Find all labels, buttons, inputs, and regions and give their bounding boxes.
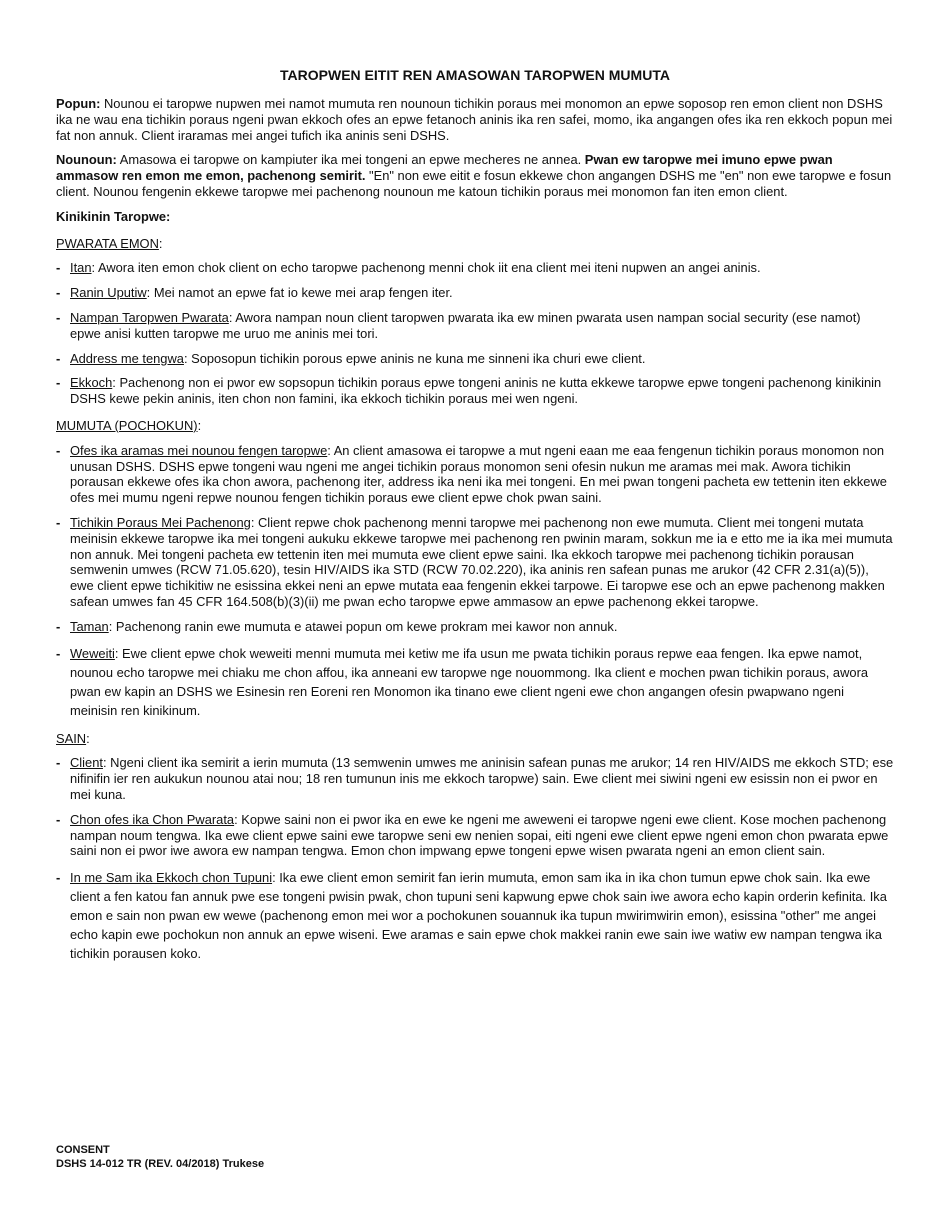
list-item: - In me Sam ika Ekkoch chon Tupuni: Ika ewe client emon semirit fan ierin mumuta, emon sam ika in ika chon tumun epwe chok sain. Ika ewe client a fen katou fan annuk pwe ese tongeni pwisin pwak, chon tupuni seni kapwung epwe chok sain iwe awora echo kapin orderin kefinita. Ika emon e sain non pwan ew wewe (pachenong emon mei wor a pochokunen souannuk ika tupun mwirimwirin emon), esissina "other" me angei echo kapin ewe pochokun non annuk an epwe wiseni. Ewe aramas e sain epwe chok makkei ranin ewe sain iwe watiw ew nampan tengwa ika tichikin porausen koko. bbox=[56, 868, 894, 963]
list-item: - Nampan Taropwen Pwarata: Awora nampan noun client taropwen pwarata ika ew minen pwarata usen nampan social security (ese namot) epwe anisi kutten taropwe me uruo me aninis mei tori. bbox=[56, 310, 894, 342]
pwarata-list bbox=[56, 260, 894, 407]
footer-consent: CONSENT bbox=[56, 1144, 110, 1156]
list-item: - Client: Ngeni client ika semirit a ierin mumuta (13 semwenin umwes me aninisin safean punas me arukor; 14 ren HIV/AIDS me ekkoch STD; ese nifinifin ier ren aukukun nounou atai nou; 18 ren tumunun inis me ekkoch taropwe) sain. Ewe client mei siwini ngeni ew esissin non ei pwor en mei kuna. bbox=[56, 755, 894, 802]
mumuta-list bbox=[56, 443, 894, 720]
list-item: - Tichikin Poraus Mei Pachenong: Client repwe chok pachenong menni taropwe mei pachenong non ewe mumuta. Client mei tongeni mutata meinisin ekkewe taropwe ika mei tongeni aukuku ekkewe taropwe mei pachenong ren pwinin maram, sokkun me ia e etto me ia ika mei mumuta non annuk. Mei tongeni pacheta ew tettenin iten mei mumuta ewe client epwe saini. Ika ekkoch taropwe mei pachenong tichikin porausan semwenin umwes (RCW 71.05.620), tesin HIV/AIDS ika STD (RCW 70.02.220), ika aninis ren safean punas me arukor (42 CFR 2.31(a)(5)), ewe client epwe tichikitiw ne esissina ekkei neni an epwe mutata eaa fengenin ekkei tarpowe. Ei taropwe ese och an epwe pachenong makken safean umwes fan 45 CFR 164.508(b)(3)(ii) me pwan echo taropwe epwe ammasow an epwe pachenong ekkei taropwe. bbox=[56, 515, 894, 610]
popun-text: Nounou ei taropwe nupwen mei namot mumuta ren nounoun tichikin poraus mei monomon an epwe soposop ren emon client non DSHS ika ne wau ena tichikin poraus ngeni pwan ekkoch ofes an epwe fetanoch aninis ika ren safei, momo, ika angangen ofes ika ren ekkoch popun mei fat non annuk. Client iraramas mei angei tufich ika aninis seni DSHS. bbox=[56, 96, 893, 143]
pwarata-heading: PWARATA EMON: bbox=[56, 235, 163, 251]
list-item: - Itan: Awora iten emon chok client on echo taropwe pachenong menni chok iit ena client mei iteni nupwen an angei aninis. bbox=[56, 260, 894, 276]
sain-heading: SAIN: bbox=[56, 730, 90, 746]
list-item: - Address me tengwa: Soposopun tichikin porous epwe aninis ne kuna me sinneni ika churi ewe client. bbox=[56, 351, 894, 367]
nounoun-label: Nounoun: bbox=[56, 152, 117, 168]
document-title: TAROPWEN EITIT REN AMASOWAN TAROPWEN MUMUTA bbox=[280, 67, 670, 83]
list-item: - Taman: Pachenong ranin ewe mumuta e atawei popun om kewe prokram mei kawor non annuk. bbox=[56, 619, 894, 635]
list-item: - Weweiti: Ewe client epwe chok weweiti menni mumuta mei ketiw me ifa usun me pwata tichikin poraus repwe eaa fengen. Ika epwe namot, nounou echo taropwe mei chiaku me chon affou, ika anneani ew taropwe nge nouommong. Ika client e mochen pwan tichikin poraus, awora pwan ew kapin an DSHS we Esinesin ren Eoreni ren Monomon ika tinano ewe client ngeni ewe chon angangen ofesin pwapwano ngeni meinisin ren kinikinum. bbox=[56, 644, 894, 720]
list-item: - Ekkoch: Pachenong non ei pwor ew sopsopun tichikin poraus epwe tongeni aninis ne kutta ekkewe taropwe epwe tongeni pachenong kinikinin DSHS kewe pekin aninis, iten chon non famini, ika ekkoch tichikin poraus mei wen ngeni. bbox=[56, 375, 894, 407]
document-body bbox=[56, 66, 894, 972]
nounoun-bold-text: Pwan ew taropwe mei imuno epwe pwan ammasow ren emon me emon, pachenong semirit. bbox=[56, 152, 833, 184]
popun-label: Popun: bbox=[56, 96, 101, 111]
nounoun-text-2: "En" non ewe eitit e fosun ekkewe chon angangen DSHS me "en" non ewe taropwe e fosun client. Nounou fengenin ekkewe taropwe mei pachenong nounoun me katoun tichikin poraus mei monomon fan iten emon client. bbox=[56, 168, 892, 199]
mumuta-heading: MUMUTA (POCHOKUN): bbox=[56, 417, 202, 433]
sain-list bbox=[56, 755, 894, 963]
footer-form-number: DSHS 14-012 TR (REV. 04/2018) Trukese bbox=[56, 1158, 265, 1170]
form-footer bbox=[56, 1143, 264, 1171]
list-item: - Ofes ika aramas mei nounou fengen taropwe: An client amasowa ei taropwe a mut ngeni eaan me eaa fengenun tichikin poraus monomon non unusan DSHS. DSHS epwe tongeni wau ngeni me angei tichikin poraus monomon seni ofesin nukun me aramas mei mak. Awora tichikin porausan ekkewe ofes ika chon awora, pachenong iter, address ika neni ika mei tongeni. En mei pwan tongeni pacheta ew tettenin iten ekkewe ofes mei mumu ngeni repwe nounou fengen tichikin poraus ewe client epwe chok pwan saini. bbox=[56, 443, 894, 506]
list-item: - Ranin Uputiw: Mei namot an epwe fat io kewe mei arap fengen iter. bbox=[56, 285, 894, 301]
nounoun-text-1: Amasowa ei taropwe on kampiuter ika mei tongeni an epwe mecheres ne annea. bbox=[116, 152, 585, 168]
kinikinin-heading: Kinikinin Taropwe: bbox=[56, 208, 171, 224]
popun-paragraph bbox=[56, 96, 894, 143]
nounoun-paragraph bbox=[56, 152, 894, 199]
list-item: - Chon ofes ika Chon Pwarata: Kopwe saini non ei pwor ika en ewe ke ngeni me aweweni ei taropwe ngeni ewe client. Kose mochen pachenong nampan noum tengwa. Ika ewe client epwe saini ewe taropwe seni ew nenien sopai, eiti ngeni ewe client epwe ngeni emon chon pwarata epwe saini non ei pwor iwe awora ew nampan tengwa. Emon chon impwang epwe tongeni epwe wisen pwarata ngeni an emon client sain. bbox=[56, 812, 894, 859]
